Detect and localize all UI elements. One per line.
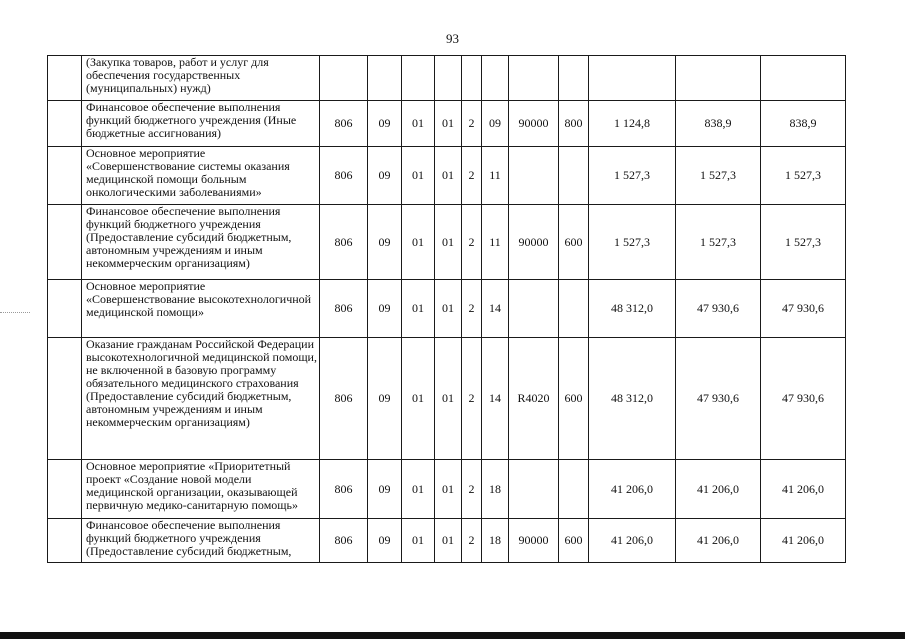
ved-code: 806: [320, 147, 368, 205]
target-code-part3: 18: [482, 460, 509, 519]
table-row: [48, 519, 846, 563]
target-code-part4: 90000: [509, 205, 559, 280]
row-spacer-cell: [48, 460, 82, 519]
expense-type-code: [559, 56, 589, 101]
expense-type-code: 800: [559, 101, 589, 147]
row-spacer-cell: [48, 205, 82, 280]
target-code-part4: 90000: [509, 519, 559, 563]
target-code-part4: R4020: [509, 338, 559, 460]
amount-year-3: 1 527,3: [761, 205, 846, 280]
amount-year-1: 1 124,8: [589, 101, 676, 147]
target-code-part3: 09: [482, 101, 509, 147]
amount-year-2: 1 527,3: [676, 205, 761, 280]
row-spacer-cell: [48, 280, 82, 338]
target-code-part3: [482, 56, 509, 101]
budget-table: [47, 55, 846, 563]
amount-year-3: 47 930,6: [761, 280, 846, 338]
target-code-part1: [435, 56, 462, 101]
target-code-part4: [509, 280, 559, 338]
table-row: [48, 205, 846, 280]
ved-code: 806: [320, 338, 368, 460]
table-row: [48, 56, 846, 101]
target-code-part3: 14: [482, 280, 509, 338]
row-spacer-cell: [48, 56, 82, 101]
expense-type-code: 600: [559, 338, 589, 460]
target-code-part2: 2: [462, 519, 482, 563]
ved-code: 806: [320, 205, 368, 280]
target-code-part1: 01: [435, 338, 462, 460]
subsection-code: 01: [402, 280, 435, 338]
target-code-part1: 01: [435, 147, 462, 205]
ved-code: 806: [320, 519, 368, 563]
amount-year-1: 48 312,0: [589, 280, 676, 338]
table-row: [48, 280, 846, 338]
ved-code: 806: [320, 101, 368, 147]
amount-year-2: [676, 56, 761, 101]
amount-year-1: 41 206,0: [589, 460, 676, 519]
section-code: 09: [368, 338, 402, 460]
table-row: [48, 338, 846, 460]
ved-code: 806: [320, 460, 368, 519]
section-code: 09: [368, 519, 402, 563]
target-code-part2: 2: [462, 205, 482, 280]
row-description: Финансовое обеспечение выполнения функций бюджетного учреждения (Иные бюджетные ассигнования): [82, 101, 320, 147]
target-code-part1: 01: [435, 519, 462, 563]
page-number: 93: [446, 31, 459, 46]
target-code-part2: [462, 56, 482, 101]
target-code-part4: [509, 460, 559, 519]
target-code-part4: 90000: [509, 101, 559, 147]
section-code: 09: [368, 147, 402, 205]
amount-year-1: 1 527,3: [589, 205, 676, 280]
subsection-code: 01: [402, 460, 435, 519]
target-code-part2: 2: [462, 460, 482, 519]
row-description: Основное мероприятие «Приоритетный проект «Создание новой модели медицинской организации, оказывающей первичную медико-санитарную помощь»: [82, 460, 320, 519]
expense-type-code: [559, 280, 589, 338]
row-description: Основное мероприятие «Совершенствование высокотехнологичной медицинской помощи»: [82, 280, 320, 338]
subsection-code: 01: [402, 338, 435, 460]
target-code-part1: 01: [435, 101, 462, 147]
amount-year-1: 41 206,0: [589, 519, 676, 563]
table-row: [48, 101, 846, 147]
amount-year-3: 41 206,0: [761, 460, 846, 519]
target-code-part4: [509, 56, 559, 101]
amount-year-2: 41 206,0: [676, 519, 761, 563]
target-code-part2: 2: [462, 280, 482, 338]
section-code: 09: [368, 205, 402, 280]
subsection-code: 01: [402, 101, 435, 147]
row-description: (Закупка товаров, работ и услуг для обеспечения государственных (муниципальных) нужд): [82, 56, 320, 101]
section-code: 09: [368, 101, 402, 147]
amount-year-3: 41 206,0: [761, 519, 846, 563]
ved-code: [320, 56, 368, 101]
subsection-code: 01: [402, 519, 435, 563]
row-spacer-cell: [48, 101, 82, 147]
target-code-part2: 2: [462, 338, 482, 460]
scan-bottom-edge: [0, 632, 905, 639]
ved-code: 806: [320, 280, 368, 338]
target-code-part3: 18: [482, 519, 509, 563]
amount-year-1: 48 312,0: [589, 338, 676, 460]
row-description: Оказание гражданам Российской Федерации высокотехнологичной медицинской помощи, не включенной в базовую программу обязательного медицинского страхования (Предоставление субсидий бюджетным, автономным учреждениям и иным некоммерческим организациям): [82, 338, 320, 460]
section-code: [368, 56, 402, 101]
target-code-part3: 11: [482, 205, 509, 280]
section-code: 09: [368, 460, 402, 519]
row-description: Финансовое обеспечение выполнения функций бюджетного учреждения (Предоставление субсидий бюджетным,: [82, 519, 320, 563]
expense-type-code: [559, 147, 589, 205]
amount-year-2: 41 206,0: [676, 460, 761, 519]
subsection-code: 01: [402, 205, 435, 280]
amount-year-3: [761, 56, 846, 101]
row-description: Основное мероприятие «Совершенствование системы оказания медицинской помощи больным онкологическими заболеваниями»: [82, 147, 320, 205]
expense-type-code: 600: [559, 205, 589, 280]
amount-year-1: [589, 56, 676, 101]
amount-year-1: 1 527,3: [589, 147, 676, 205]
amount-year-2: 1 527,3: [676, 147, 761, 205]
amount-year-3: 838,9: [761, 101, 846, 147]
table-row: [48, 460, 846, 519]
target-code-part2: 2: [462, 147, 482, 205]
amount-year-3: 1 527,3: [761, 147, 846, 205]
row-spacer-cell: [48, 519, 82, 563]
target-code-part1: 01: [435, 205, 462, 280]
subsection-code: [402, 56, 435, 101]
target-code-part1: 01: [435, 280, 462, 338]
amount-year-2: 838,9: [676, 101, 761, 147]
row-spacer-cell: [48, 147, 82, 205]
row-spacer-cell: [48, 338, 82, 460]
target-code-part3: 11: [482, 147, 509, 205]
subsection-code: 01: [402, 147, 435, 205]
scan-artifact-mark: [0, 312, 30, 314]
amount-year-2: 47 930,6: [676, 338, 761, 460]
expense-type-code: [559, 460, 589, 519]
target-code-part4: [509, 147, 559, 205]
target-code-part3: 14: [482, 338, 509, 460]
target-code-part2: 2: [462, 101, 482, 147]
amount-year-2: 47 930,6: [676, 280, 761, 338]
section-code: 09: [368, 280, 402, 338]
table-body: [48, 56, 846, 563]
amount-year-3: 47 930,6: [761, 338, 846, 460]
row-description: Финансовое обеспечение выполнения функций бюджетного учреждения (Предоставление субсидий бюджетным, автономным учреждениям и иным некоммерческим организациям): [82, 205, 320, 280]
table-row: [48, 147, 846, 205]
target-code-part1: 01: [435, 460, 462, 519]
expense-type-code: 600: [559, 519, 589, 563]
